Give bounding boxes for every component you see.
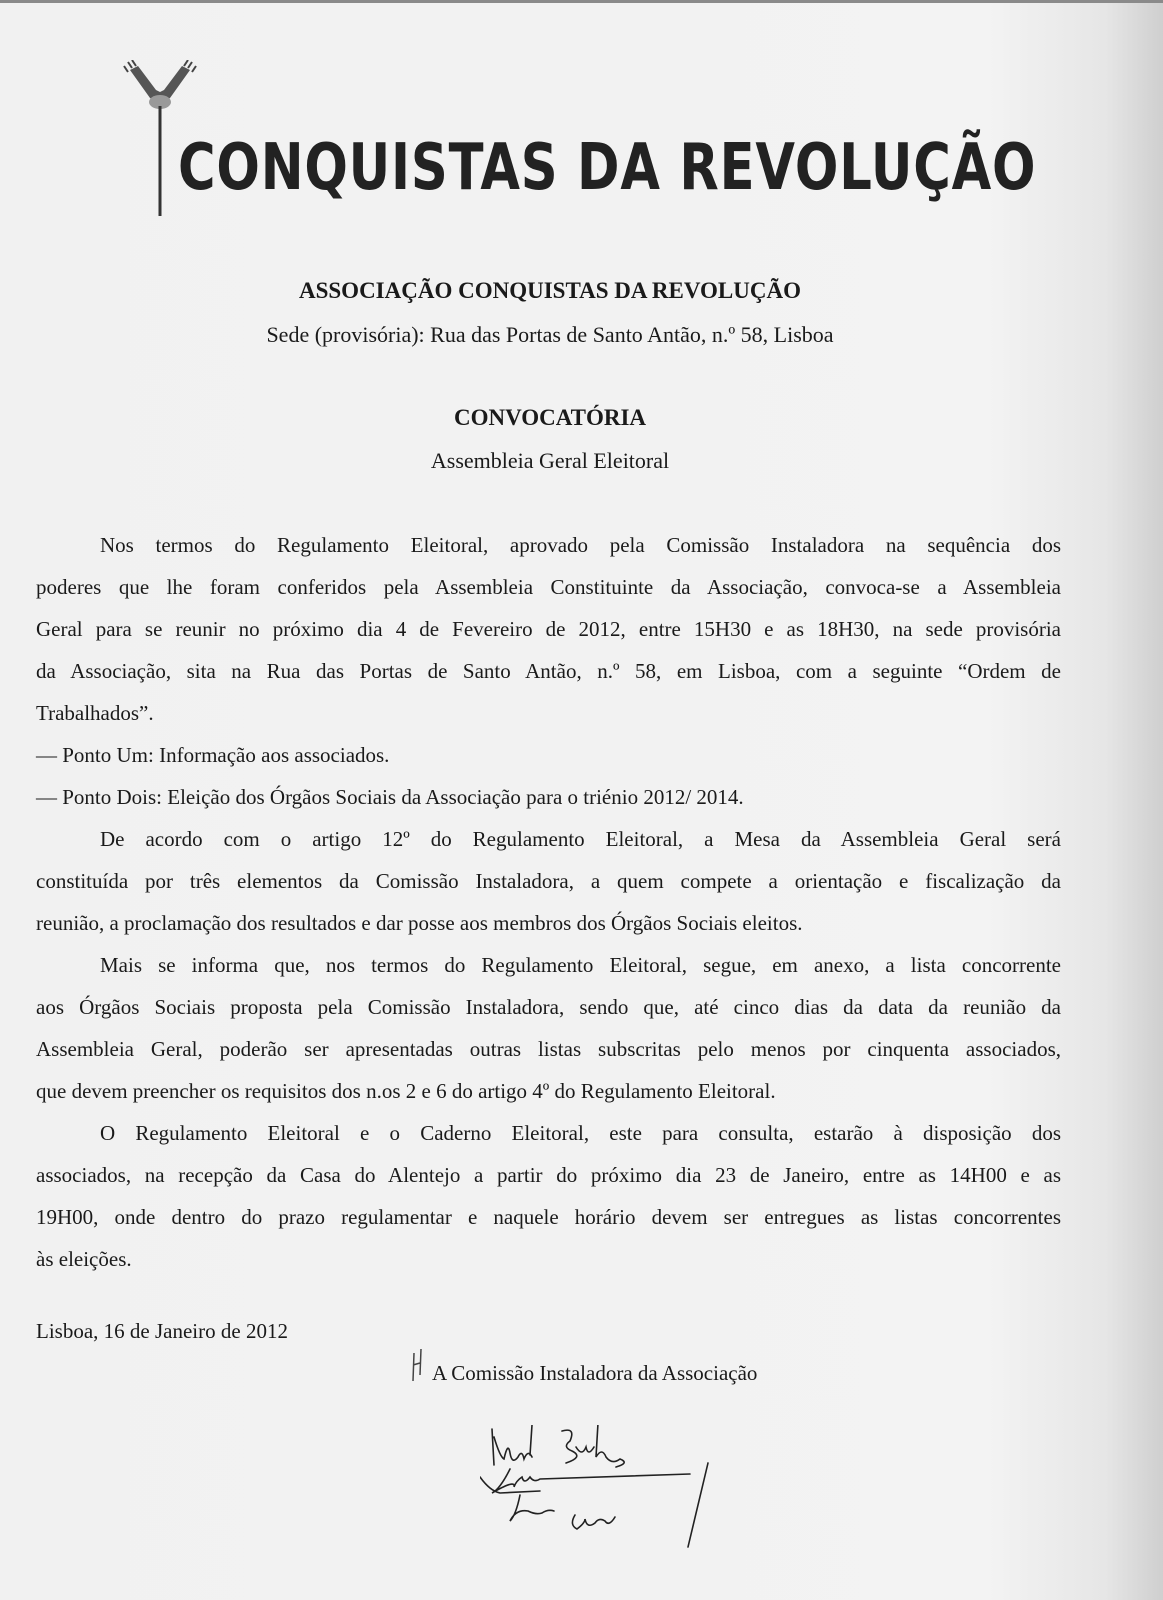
body-text-line: reunião, a proclamação dos resultados e dar posse aos membros dos Órgãos Sociais eleitos. — [36, 911, 803, 935]
body-text-line: De acordo com o artigo 12º do Regulamento Eleitoral, a Mesa da Assembleia Geral será — [100, 827, 1061, 851]
body-text-line: 19H00, onde dentro do prazo regulamentar e naquele horário devem ser entregues as listas concorrentes — [36, 1205, 1061, 1229]
body-text-line: Nos termos do Regulamento Eleitoral, aprovado pela Comissão Instaladora na sequência dos — [100, 533, 1061, 557]
organization-name: ASSOCIAÇÃO CONQUISTAS DA REVOLUÇÃO — [298, 278, 801, 303]
logo-title: CONQUISTAS DA REVOLUÇÃO — [178, 131, 1037, 205]
body-text-line: Geral para se reunir no próximo dia 4 de Fevereiro de 2012, entre 15H30 e as 18H30, na sede provisória — [36, 617, 1061, 641]
body-text-line: constituída por três elementos da Comissão Instaladora, a quem compete a orientação e fiscalização da — [36, 869, 1061, 893]
document-title: CONVOCATÓRIA — [453, 405, 647, 430]
scan-edge — [0, 0, 1163, 3]
body-text-line: — Ponto Um: Informação aos associados. — [36, 743, 390, 767]
body-text-line: Mais se informa que, nos termos do Regulamento Eleitoral, segue, em anexo, a lista concorrente — [100, 953, 1061, 977]
body-text-line: da Associação, sita na Rua das Portas de Santo Antão, n.º 58, em Lisboa, com a seguinte “Ordem de — [36, 659, 1061, 683]
body-text-line: Assembleia Geral, poderão ser apresentadas outras listas subscritas pelo menos por cinquenta associados, — [36, 1037, 1061, 1061]
body-text-line: associados, na recepção da Casa do Alentejo a partir do próximo dia 23 de Janeiro, entre as 14H00 e as — [36, 1163, 1061, 1187]
initials-mark — [410, 1345, 432, 1385]
signatory-label: A Comissão Instaladora da Associação — [432, 1361, 758, 1385]
document-body — [36, 524, 1061, 1280]
organization-address: Sede (provisória): Rua das Portas de Santo Antão, n.º 58, Lisboa — [266, 322, 834, 347]
document-subtitle: Assembleia Geral Eleitoral — [430, 448, 670, 473]
body-text-line: poderes que lhe foram conferidos pela Assembleia Constituinte da Associação, convoca-se a Assembleia — [36, 575, 1061, 599]
body-text-line: O Regulamento Eleitoral e o Caderno Eleitoral, este para consulta, estarão à disposição dos — [100, 1121, 1061, 1145]
body-text-line: — Ponto Dois: Eleição dos Órgãos Sociais da Associação para o triénio 2012/ 2014. — [36, 785, 744, 809]
place-date: Lisboa, 16 de Janeiro de 2012 — [36, 1319, 288, 1343]
handwritten-signatures — [480, 1425, 720, 1565]
body-text-line: aos Órgãos Sociais proposta pela Comissão Instaladora, sendo que, até cinco dias da data da reunião da — [36, 995, 1061, 1019]
body-text-line: Trabalhados”. — [36, 701, 154, 725]
body-text-line: às eleições. — [36, 1247, 132, 1271]
body-text-line: que devem preencher os requisitos dos n.os 2 e 6 do artigo 4º do Regulamento Eleitoral. — [36, 1079, 776, 1103]
